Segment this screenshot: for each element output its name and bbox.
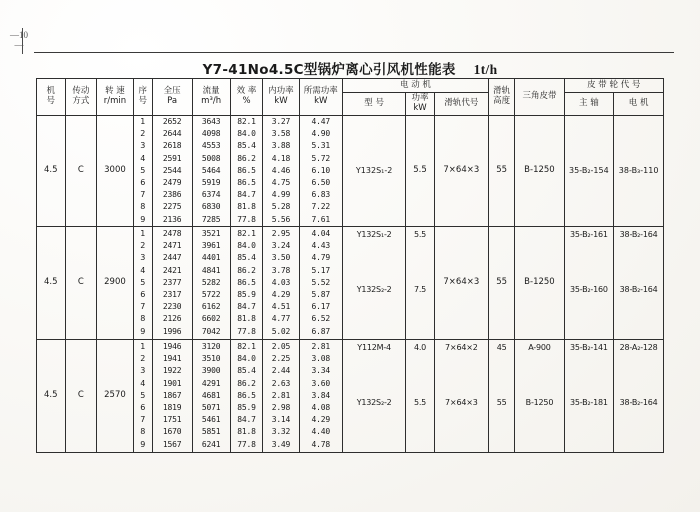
title-text: Y7-41No4.5C型锅炉离心引风机性能表 <box>202 62 456 78</box>
th-rail-code: 滑轨代号 <box>434 93 488 116</box>
th-flow: 流量 m³/h <box>192 79 230 116</box>
cell-eff-list: 82.1 84.0 85.4 86.2 86.5 85.9 84.7 81.8 77.8 <box>230 226 263 339</box>
th-required-power: 所需功率 kW <box>299 79 342 116</box>
cell-pulley-motor: 38-B₂-164 38-B₂-164 <box>614 226 664 339</box>
table-block-2900 <box>37 226 664 339</box>
page-number-text: —10— <box>10 30 28 51</box>
cell-seq-list: 1 2 3 4 5 6 7 8 9 <box>133 226 152 339</box>
th-speed: 转 速 r/min <box>97 79 134 116</box>
cell-machine-no: 4.5 <box>37 339 66 452</box>
cell-req-power-list: 2.81 3.08 3.34 3.60 3.84 4.08 4.29 4.40 4.78 <box>299 339 342 452</box>
cell-inner-power-list: 3.27 3.58 3.88 4.18 4.46 4.75 4.99 5.28 5.56 <box>263 116 299 227</box>
cell-flow-list: 3521 3961 4401 4841 5282 5722 6162 6602 7042 <box>192 226 230 339</box>
table-block-2570 <box>37 339 664 452</box>
th-motor-power: 功率 kW <box>406 93 435 116</box>
cell-vbelt: B-1250 <box>515 116 564 227</box>
cell-vbelt: B-1250 <box>515 226 564 339</box>
th-total-pressure: 全压 Pa <box>152 79 192 116</box>
cell-pulley-shaft: 35-B₂-141 35-B₂-181 <box>564 339 614 452</box>
th-drive-type: 传动 方式 <box>65 79 97 116</box>
cell-pressure-list: 1946 1941 1922 1901 1867 1819 1751 1670 1567 <box>152 339 192 452</box>
cell-speed: 2900 <box>97 226 134 339</box>
cell-motor-model: Y112M-4 Y132S₂-2 <box>343 339 406 452</box>
cell-drive-type: C <box>65 116 97 227</box>
th-pulley-shaft: 主 轴 <box>564 93 614 116</box>
cell-vbelt: A-900 B-1250 <box>515 339 564 452</box>
th-group-motor: 电 动 机 <box>343 79 489 93</box>
cell-inner-power-list: 2.05 2.25 2.44 2.63 2.81 2.98 3.14 3.32 3.49 <box>263 339 299 452</box>
th-seq: 序 号 <box>133 79 152 116</box>
cell-req-power-list: 4.04 4.43 4.79 5.17 5.52 5.87 6.17 6.52 6.87 <box>299 226 342 339</box>
cell-eff-list: 82.1 84.0 85.4 86.2 86.5 86.5 84.7 81.8 77.8 <box>230 116 263 227</box>
cell-flow-list: 3643 4098 4553 5008 5464 5919 6374 6830 7285 <box>192 116 230 227</box>
cell-motor-power: 5.5 7.5 <box>406 226 435 339</box>
page-number-margin <box>10 30 28 51</box>
cell-seq-list: 1 2 3 4 5 6 7 8 9 <box>133 116 152 227</box>
cell-motor-power: 5.5 <box>406 116 435 227</box>
cell-pressure-list: 2652 2644 2618 2591 2544 2479 2386 2275 2136 <box>152 116 192 227</box>
performance-table <box>36 78 664 453</box>
th-rail-height: 滑轨 高度 <box>488 79 514 116</box>
cell-machine-no: 4.5 <box>37 116 66 227</box>
cell-drive-type: C <box>65 226 97 339</box>
th-efficiency: 效 率 % <box>230 79 263 116</box>
header-rule <box>34 52 674 53</box>
th-inner-power: 内功率 kW <box>263 79 299 116</box>
title-flow: 1t/h <box>473 62 498 77</box>
cell-pressure-list: 2478 2471 2447 2421 2377 2317 2230 2126 1996 <box>152 226 192 339</box>
table-header-row-1 <box>37 79 664 93</box>
cell-motor-model: Y132S₁-2 Y132S₂-2 <box>343 226 406 339</box>
cell-motor-power: 4.0 5.5 <box>406 339 435 452</box>
cell-rail-height: 55 <box>488 226 514 339</box>
cell-inner-power-list: 2.95 3.24 3.50 3.78 4.03 4.29 4.51 4.77 5.02 <box>263 226 299 339</box>
th-group-pulley: 皮 带 轮 代 号 <box>564 79 663 93</box>
cell-speed: 3000 <box>97 116 134 227</box>
cell-rail-code: 7×64×3 <box>434 116 488 227</box>
cell-pulley-shaft: 35-B₂-154 <box>564 116 614 227</box>
cell-rail-height: 45 55 <box>488 339 514 452</box>
cell-pulley-motor: 38-B₃-110 <box>614 116 664 227</box>
cell-eff-list: 82.1 84.0 85.4 86.2 86.5 85.9 84.7 81.8 77.8 <box>230 339 263 452</box>
cell-req-power-list: 4.47 4.90 5.31 5.72 6.10 6.50 6.83 7.22 7.61 <box>299 116 342 227</box>
cell-speed: 2570 <box>97 339 134 452</box>
cell-flow-list: 3120 3510 3900 4291 4681 5071 5461 5851 6241 <box>192 339 230 452</box>
cell-pulley-shaft: 35-B₂-161 35-B₂-160 <box>564 226 614 339</box>
cell-rail-code: 7×64×3 <box>434 226 488 339</box>
th-machine-no: 机 号 <box>37 79 66 116</box>
cell-rail-height: 55 <box>488 116 514 227</box>
cell-rail-code: 7×64×2 7×64×3 <box>434 339 488 452</box>
th-motor-model: 型 号 <box>343 93 406 116</box>
page-title <box>0 58 700 78</box>
table-block-3000 <box>37 116 664 227</box>
cell-motor-model: Y132S₁-2 <box>343 116 406 227</box>
cell-seq-list: 1 2 3 4 5 6 7 8 9 <box>133 339 152 452</box>
cell-pulley-motor: 28-A₂-128 38-B₂-164 <box>614 339 664 452</box>
th-vbelt: 三角皮带 <box>515 79 564 116</box>
th-pulley-motor: 电 机 <box>614 93 664 116</box>
cell-drive-type: C <box>65 339 97 452</box>
cell-machine-no: 4.5 <box>37 226 66 339</box>
